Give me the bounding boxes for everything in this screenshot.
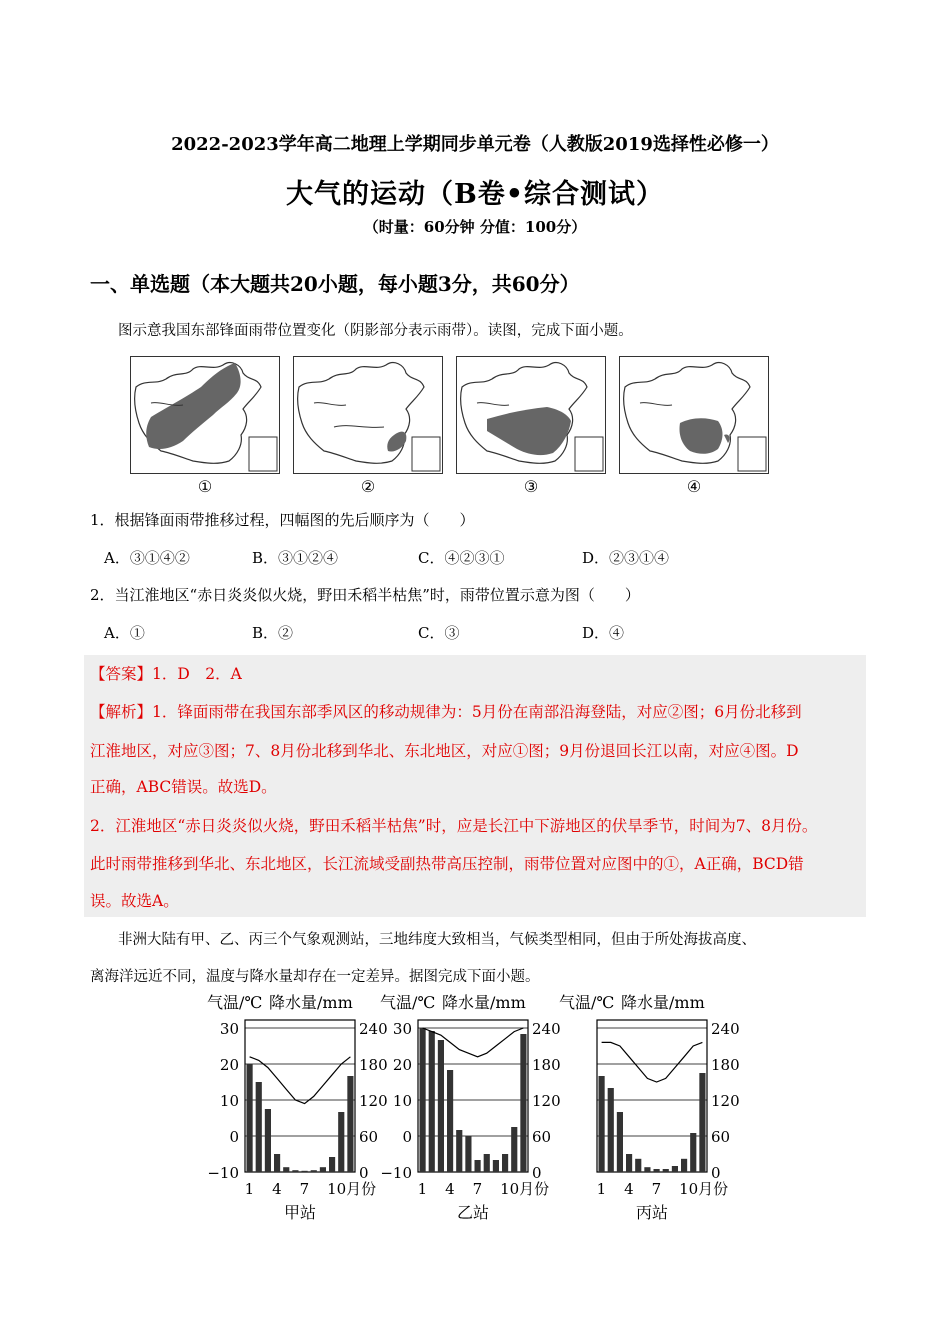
exam-subtitle: 2022-2023学年高二地理上学期同步单元卷（人教版2019选择性必修一） xyxy=(171,134,779,155)
map-3 xyxy=(456,356,606,496)
chart-3-precip-bar xyxy=(699,1073,705,1172)
chart-1-precip-tick: 240 xyxy=(359,1020,388,1038)
chart-3-precip-bar xyxy=(608,1088,614,1172)
chart-1-precip-bar xyxy=(302,1171,308,1172)
chart-3-precip-bar xyxy=(635,1159,641,1172)
chart-1-precip-bar xyxy=(247,1064,253,1172)
map-label-1: ① xyxy=(197,477,213,496)
chart-3-station-title: 丙站 xyxy=(635,1203,669,1222)
chart-2-precip-bar xyxy=(456,1130,462,1172)
question-2-stem: 2．当江淮地区“赤日炎炎似火烧，野田禾稻半枯焦”时，雨带位置示意为图（ ） xyxy=(90,586,640,604)
chart-1-temp-tick: 0 xyxy=(229,1128,239,1146)
q2-option-c[interactable]: C．③ xyxy=(418,624,460,642)
q2-option-d[interactable]: D．④ xyxy=(582,624,625,642)
chart-2-temp-tick: 20 xyxy=(392,1056,412,1074)
chart-1-precip-bar xyxy=(329,1157,335,1172)
map-label-2: ② xyxy=(360,477,376,496)
chart-1-temp-axis-title: 气温/℃ xyxy=(207,993,263,1012)
chart-2-precip-bar xyxy=(447,1070,453,1172)
chart-1-precip-bar xyxy=(256,1082,262,1172)
q1-option-a[interactable]: A．③①④② xyxy=(104,549,190,567)
chart-2-precip-tick: 120 xyxy=(532,1092,561,1110)
chart-1-precip-tick: 180 xyxy=(359,1056,388,1074)
map-2 xyxy=(293,356,443,496)
chart-3-precip-bar xyxy=(681,1159,687,1172)
chart-2-precip-bar xyxy=(438,1040,444,1172)
chart-3-precip-bar xyxy=(672,1166,678,1172)
chart-1-temp-tick: −10 xyxy=(207,1164,239,1182)
chart-3-precip-tick: 0 xyxy=(711,1164,721,1182)
explanation-line-4: 2．江淮地区“赤日炎炎似火烧，野田禾稻半枯焦”时，应是长江中下游地区的伏旱季节，时间为7、8月份。 xyxy=(90,817,818,835)
chart-3-precip-tick: 60 xyxy=(711,1128,731,1146)
chart-1-precip-bar xyxy=(320,1167,326,1172)
map-4 xyxy=(619,356,769,496)
chart-3-precip-tick: 180 xyxy=(711,1056,740,1074)
chart-2-precip-bar xyxy=(502,1154,508,1172)
rainbelt-maps xyxy=(130,356,810,496)
chart-2-precip-bar xyxy=(475,1160,481,1172)
chart-1-precip-tick: 60 xyxy=(359,1128,379,1146)
group2-intro-line-1: 非洲大陆有甲、乙、丙三个气象观测站，三地纬度大致相当，气候类型相同，但由于所处海拔高度、 xyxy=(118,932,756,948)
chart-2-precip-bar xyxy=(429,1031,435,1172)
chart-1-month-tick: 4 xyxy=(272,1180,282,1198)
q2-option-a[interactable]: A．① xyxy=(104,624,145,642)
chart-3-precip-axis-title: 降水量/mm xyxy=(621,993,705,1012)
chart-1-precip-bar xyxy=(292,1170,298,1172)
q1-option-c[interactable]: C．④②③① xyxy=(418,549,505,567)
q2-option-b[interactable]: B．② xyxy=(252,624,294,642)
q1-option-b[interactable]: B．③①②④ xyxy=(252,549,339,567)
explanation-line-6: 误。故选A。 xyxy=(90,892,179,910)
chart-1-temp-tick: 30 xyxy=(219,1020,239,1038)
group2-intro-line-2: 离海洋远近不同，温度与降水量却存在一定差异。据图完成下面小题。 xyxy=(90,969,540,985)
climate-charts xyxy=(205,992,750,1232)
chart-1-month-tick: 1 xyxy=(244,1180,255,1198)
chart-2-precip-tick: 180 xyxy=(532,1056,561,1074)
chart-1-temp-tick: 20 xyxy=(219,1056,239,1074)
chart-2-precip-axis-title: 降水量/mm xyxy=(442,993,526,1012)
chart-3-temp-axis-title: 气温/℃ xyxy=(559,993,615,1012)
answer-key: 【答案】1．D 2．A xyxy=(90,665,242,683)
chart-1-precip-bar xyxy=(274,1154,280,1172)
chart-1-precip-tick: 120 xyxy=(359,1092,388,1110)
chart-2-temp-tick: 30 xyxy=(392,1020,412,1038)
chart-2-month-tick: 4 xyxy=(445,1180,455,1198)
explanation-line-2: 江淮地区，对应③图；7、8月份北移到华北、东北地区，对应①图；9月份退回长江以南，对应④图。D xyxy=(90,742,799,760)
chart-3-precip-tick: 240 xyxy=(711,1020,740,1038)
chart-2-precip-bar xyxy=(511,1127,517,1172)
chart-3-precip-tick: 120 xyxy=(711,1092,740,1110)
map-label-4: ④ xyxy=(686,477,702,496)
chart-3-month-tick: 10月份 xyxy=(679,1180,729,1198)
chart-2-station-title: 乙站 xyxy=(456,1203,490,1222)
chart-2-temp-tick: 10 xyxy=(392,1092,412,1110)
page-title: 大气的运动（B卷•综合测试） xyxy=(285,179,665,210)
chart-2-precip-tick: 0 xyxy=(532,1164,542,1182)
chart-2-precip-tick: 240 xyxy=(532,1020,561,1038)
chart-2-month-tick: 10月份 xyxy=(500,1180,550,1198)
chart-3-precip-bar xyxy=(654,1169,660,1172)
chart-1-month-tick: 10月份 xyxy=(327,1180,377,1198)
chart-1-temp-tick: 10 xyxy=(219,1092,239,1110)
chart-3-temp-line xyxy=(602,1042,703,1082)
map-1 xyxy=(130,356,280,496)
chart-2-precip-tick: 60 xyxy=(532,1128,552,1146)
chart-1-precip-bar xyxy=(311,1170,317,1172)
chart-1-precip-bar xyxy=(347,1076,353,1172)
chart-1-precip-axis-title: 降水量/mm xyxy=(269,993,353,1012)
chart-2-temp-axis-title: 气温/℃ xyxy=(380,993,436,1012)
chart-2-precip-bar xyxy=(520,1034,526,1172)
exam-meta: （时量：60分钟 分值：100分） xyxy=(363,218,587,236)
chart-2-month-tick: 7 xyxy=(472,1180,483,1198)
chart-1-precip-tick: 0 xyxy=(359,1164,369,1182)
q1-option-d[interactable]: D．②③①④ xyxy=(582,549,670,567)
chart-3-precip-bar xyxy=(663,1169,669,1172)
chart-2-precip-bar xyxy=(484,1154,490,1172)
question-1-stem: 1．根据锋面雨带推移过程，四幅图的先后顺序为（ ） xyxy=(90,511,475,529)
chart-1-precip-bar xyxy=(338,1112,344,1172)
group1-intro: 图示意我国东部锋面雨带位置变化（阴影部分表示雨带）。读图，完成下面小题。 xyxy=(118,323,633,339)
chart-3-month-tick: 7 xyxy=(651,1180,662,1198)
chart-1-month-tick: 7 xyxy=(299,1180,310,1198)
chart-2-temp-tick: −10 xyxy=(380,1164,412,1182)
chart-2-precip-bar xyxy=(465,1136,471,1172)
chart-3-precip-bar xyxy=(599,1076,605,1172)
chart-3-month-tick: 1 xyxy=(596,1180,607,1198)
map-label-3: ③ xyxy=(523,477,539,496)
chart-3-precip-bar xyxy=(617,1112,623,1172)
chart-1-station-title: 甲站 xyxy=(283,1203,317,1222)
chart-3-precip-bar xyxy=(644,1167,650,1172)
section-heading: 一、单选题（本大题共20小题，每小题3分，共60分） xyxy=(90,272,580,296)
chart-3-precip-bar xyxy=(690,1133,696,1172)
chart-2-temp-line xyxy=(423,1028,524,1057)
chart-2-month-tick: 1 xyxy=(417,1180,428,1198)
explanation-line-1: 【解析】1．锋面雨带在我国东部季风区的移动规律为：5月份在南部沿海登陆，对应②图；6月份北移到 xyxy=(90,703,802,721)
explanation-line-3: 正确，ABC错误。故选D。 xyxy=(90,778,277,796)
chart-2-temp-tick: 0 xyxy=(402,1128,412,1146)
chart-3-precip-bar xyxy=(626,1154,632,1172)
explanation-line-5: 此时雨带推移到华北、东北地区，长江流域受副热带高压控制，雨带位置对应图中的①，A正确，BCD错 xyxy=(90,855,804,873)
chart-1-precip-bar xyxy=(265,1109,271,1172)
chart-1-precip-bar xyxy=(283,1167,289,1172)
chart-2-precip-bar xyxy=(420,1028,426,1172)
chart-3-month-tick: 4 xyxy=(624,1180,634,1198)
chart-2-precip-bar xyxy=(493,1160,499,1172)
